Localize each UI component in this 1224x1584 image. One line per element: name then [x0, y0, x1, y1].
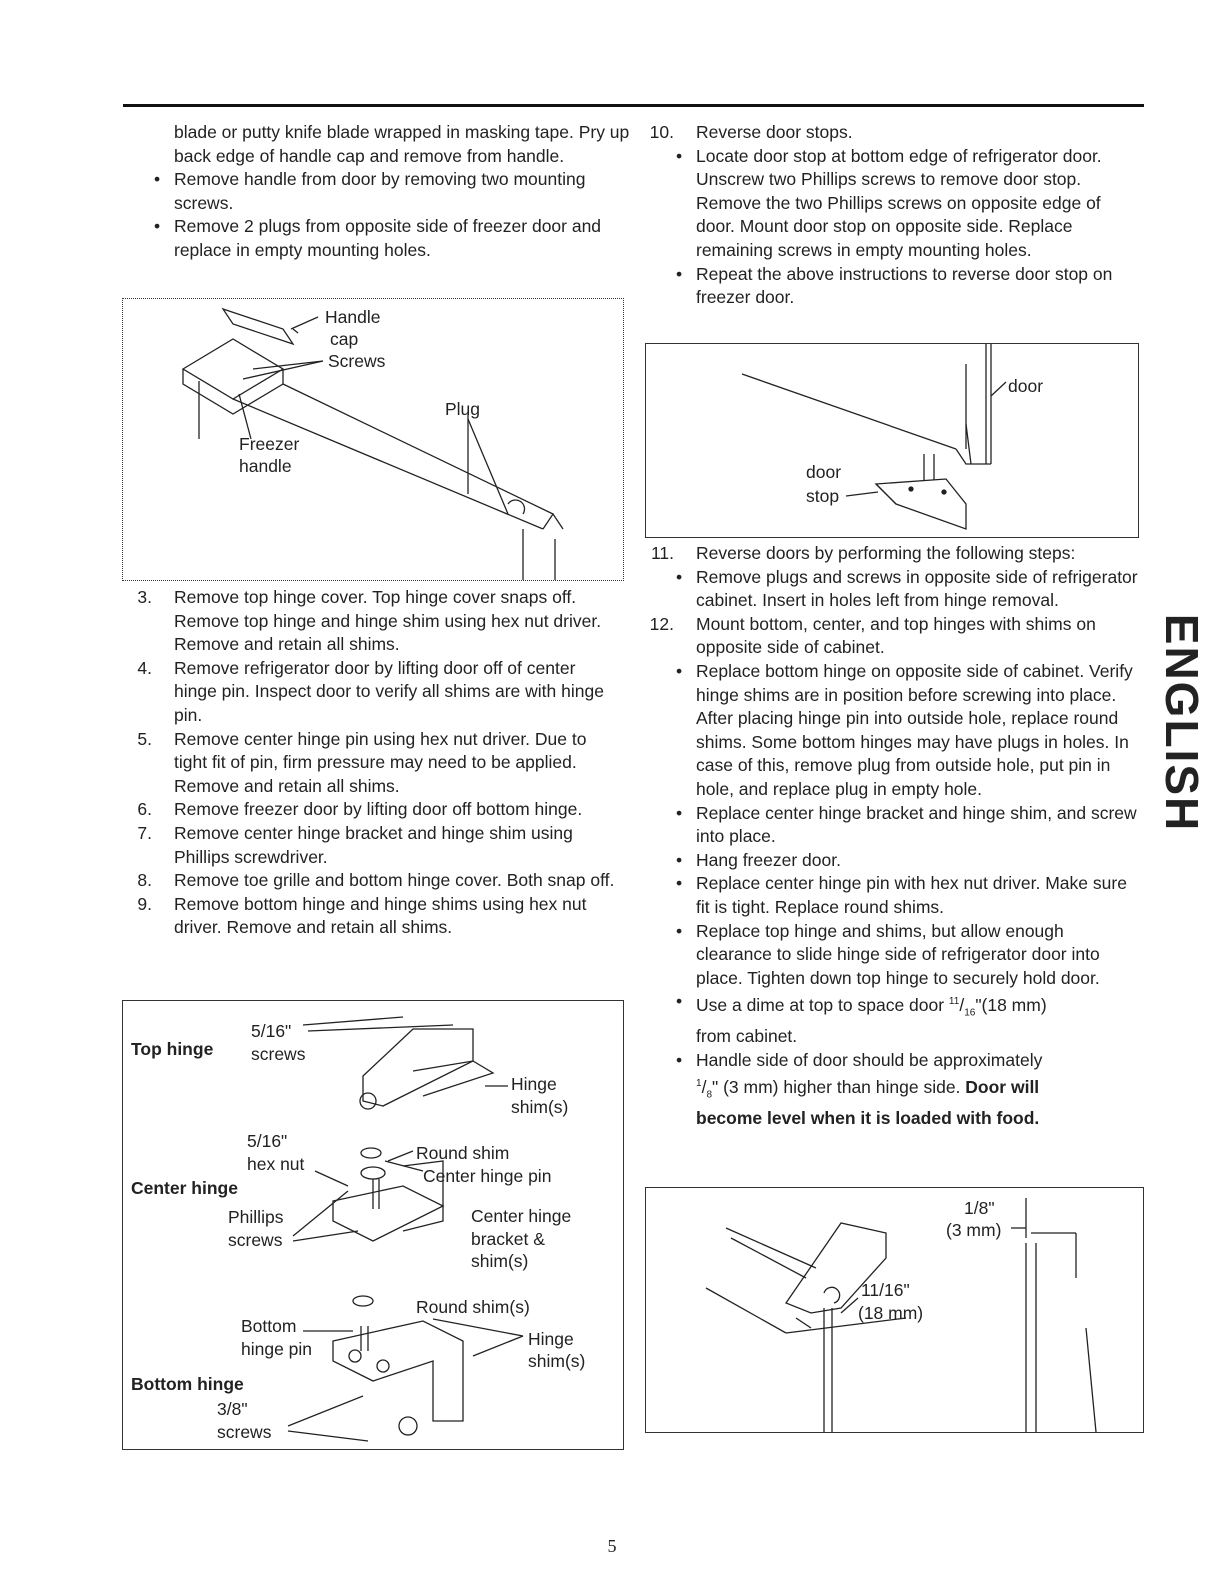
label-shims-b: shim(s): [528, 1351, 586, 1371]
step-11: 11. Reverse doors by performing the following steps:: [650, 543, 1076, 563]
list-item: • Replace center hinge bracket and hinge shim, and screw into place.: [676, 802, 1137, 847]
right-bottom: [644, 542, 1144, 1131]
label-hinge: Hinge: [511, 1074, 557, 1094]
list-item-level: • Handle side of door should be approximately $^1/_8$" (3 mm) higher than hinge side. Door will become level when it is loaded with food.: [676, 1049, 1043, 1129]
step-10: 10. Reverse door stops.: [649, 122, 853, 142]
label-plug: Plug: [445, 399, 481, 419]
label-cap: cap: [330, 329, 359, 349]
list-item-dime: • Use a dime at top to space door $^{11}/_{16}"(18$ mm) from cabinet.: [676, 991, 1047, 1047]
door-stop-illustration: [646, 344, 1138, 537]
label-freezer: Freezer: [239, 434, 300, 454]
right-top: [644, 121, 1144, 310]
label-shims: shim(s): [511, 1097, 569, 1117]
page-number: 5: [607, 1536, 617, 1556]
list-item: • Remove handle from door by removing two mounting screws.: [154, 169, 586, 213]
door-stop-figure: [645, 343, 1139, 538]
label-handle: Handle: [325, 307, 381, 327]
label-door-stop-2: stop: [806, 486, 840, 506]
label-top-hinge: Top hinge: [131, 1039, 214, 1059]
list-item: • Repeat the above instructions to reverse door stop on freezer door.: [676, 263, 1113, 308]
list-item: • Locate door stop at bottom edge of refrigerator door. Unscrew two Phillips screws to remove door stop. Remove the two Phillips screws on opposite edge of door. Mount door stop on opposite side. Replace remaining screws in empty mounting holes.: [676, 145, 1102, 260]
step-7: 7. Remove center hinge bracket and hinge shim using Phillips screwdriver.: [137, 822, 573, 867]
step-3: 3. Remove top hinge cover. Top hinge cover snaps off. Remove top hinge and hinge shim using hex nut driver. Remove and retain all shims.: [137, 587, 602, 655]
step-8: 8. Remove toe grille and bottom hinge cover. Both snap off.: [137, 870, 615, 891]
list-item: • Hang freezer door.: [676, 849, 841, 870]
label-round-shims: Round shim(s): [416, 1297, 530, 1317]
label-bracket-1: Center hinge: [471, 1206, 572, 1226]
label-bracket-2: bracket &: [471, 1229, 545, 1249]
label-size2: 11/16": [861, 1280, 910, 1300]
handle-figure: [122, 298, 624, 581]
label-bottom: Bottom: [241, 1316, 297, 1336]
label-size1: 1/8": [964, 1198, 995, 1218]
label-screws: Screws: [328, 351, 386, 371]
list-item: • Replace bottom hinge on opposite side of cabinet. Verify hinge shims are in position before screwing into place. After placing hinge pin into outside hole, replace round shims. Some bottom hinges may have plugs in holes. In case of this, remove plug from outside hole, put pin in hole, and replace plug in empty hole.: [676, 660, 1133, 799]
step-4: 4. Remove refrigerator door by lifting door off of center hinge pin. Inspect door to verify all shims are with hinge pin.: [137, 657, 604, 725]
label-center-hinge: Center hinge: [131, 1178, 238, 1198]
label-center-hinge-pin: Center hinge pin: [423, 1166, 552, 1186]
label-hinge-pin: hinge pin: [241, 1339, 313, 1359]
list-item: • Replace center hinge pin with hex nut driver. Make sure fit is tight. Replace round shims.: [676, 873, 1127, 917]
label-bottom-size: 3/8": [217, 1399, 248, 1419]
left-intro: [152, 121, 632, 263]
label-round-shim: Round shim: [416, 1143, 510, 1163]
label-phillips-screws: screws: [228, 1230, 283, 1250]
label-top-screws: screws: [251, 1044, 306, 1064]
language-tab: ENGLISH: [1156, 613, 1208, 832]
label-bottom-hinge: Bottom hinge: [131, 1374, 244, 1394]
label-door-stop-1: door: [806, 462, 842, 482]
spacing-figure: [645, 1187, 1144, 1433]
label-size2-mm: (18 mm): [858, 1303, 924, 1323]
step-12: 12. Mount bottom, center, and top hinges with shims on opposite side of cabinet.: [649, 613, 1096, 658]
left-steps: [122, 586, 622, 940]
label-door: door: [1008, 376, 1044, 396]
list-item: • Remove 2 plugs from opposite side of freezer door and replace in empty mounting holes.: [154, 216, 602, 260]
label-hinge-b: Hinge: [528, 1329, 574, 1349]
label-top-size: 5/16": [251, 1021, 292, 1041]
label-center-size: 5/16": [247, 1131, 288, 1151]
label-size1-mm: (3 mm): [946, 1220, 1002, 1240]
label-bracket-3: shim(s): [471, 1251, 529, 1271]
handle-illustration: [123, 299, 623, 580]
step-5: 5. Remove center hinge pin using hex nut driver. Due to tight fit of pin, firm pressure may need to be applied. Remove and retain all shims.: [137, 728, 587, 796]
label-hex-nut: hex nut: [247, 1154, 305, 1174]
intro-continuation: blade or putty knife blade wrapped in masking tape. Pry up back edge of handle cap and remove from handle.: [174, 122, 630, 166]
label-phillips: Phillips: [228, 1207, 284, 1227]
step-6: 6. Remove freezer door by lifting door off bottom hinge.: [137, 799, 583, 820]
label-handle2: handle: [239, 456, 292, 476]
list-item: • Replace top hinge and shims, but allow enough clearance to slide hinge side of refrigerator door into place. Tighten down top hinge to securely hold door.: [676, 920, 1100, 988]
step-9: 9. Remove bottom hinge and hinge shims using hex nut driver. Remove and retain all shims.: [137, 893, 587, 938]
hinges-figure: [122, 1000, 624, 1450]
list-item: • Remove plugs and screws in opposite side of refrigerator cabinet. Insert in holes left from hinge removal.: [676, 566, 1138, 611]
label-bottom-screws: screws: [217, 1422, 272, 1442]
top-rule: [123, 104, 1144, 107]
